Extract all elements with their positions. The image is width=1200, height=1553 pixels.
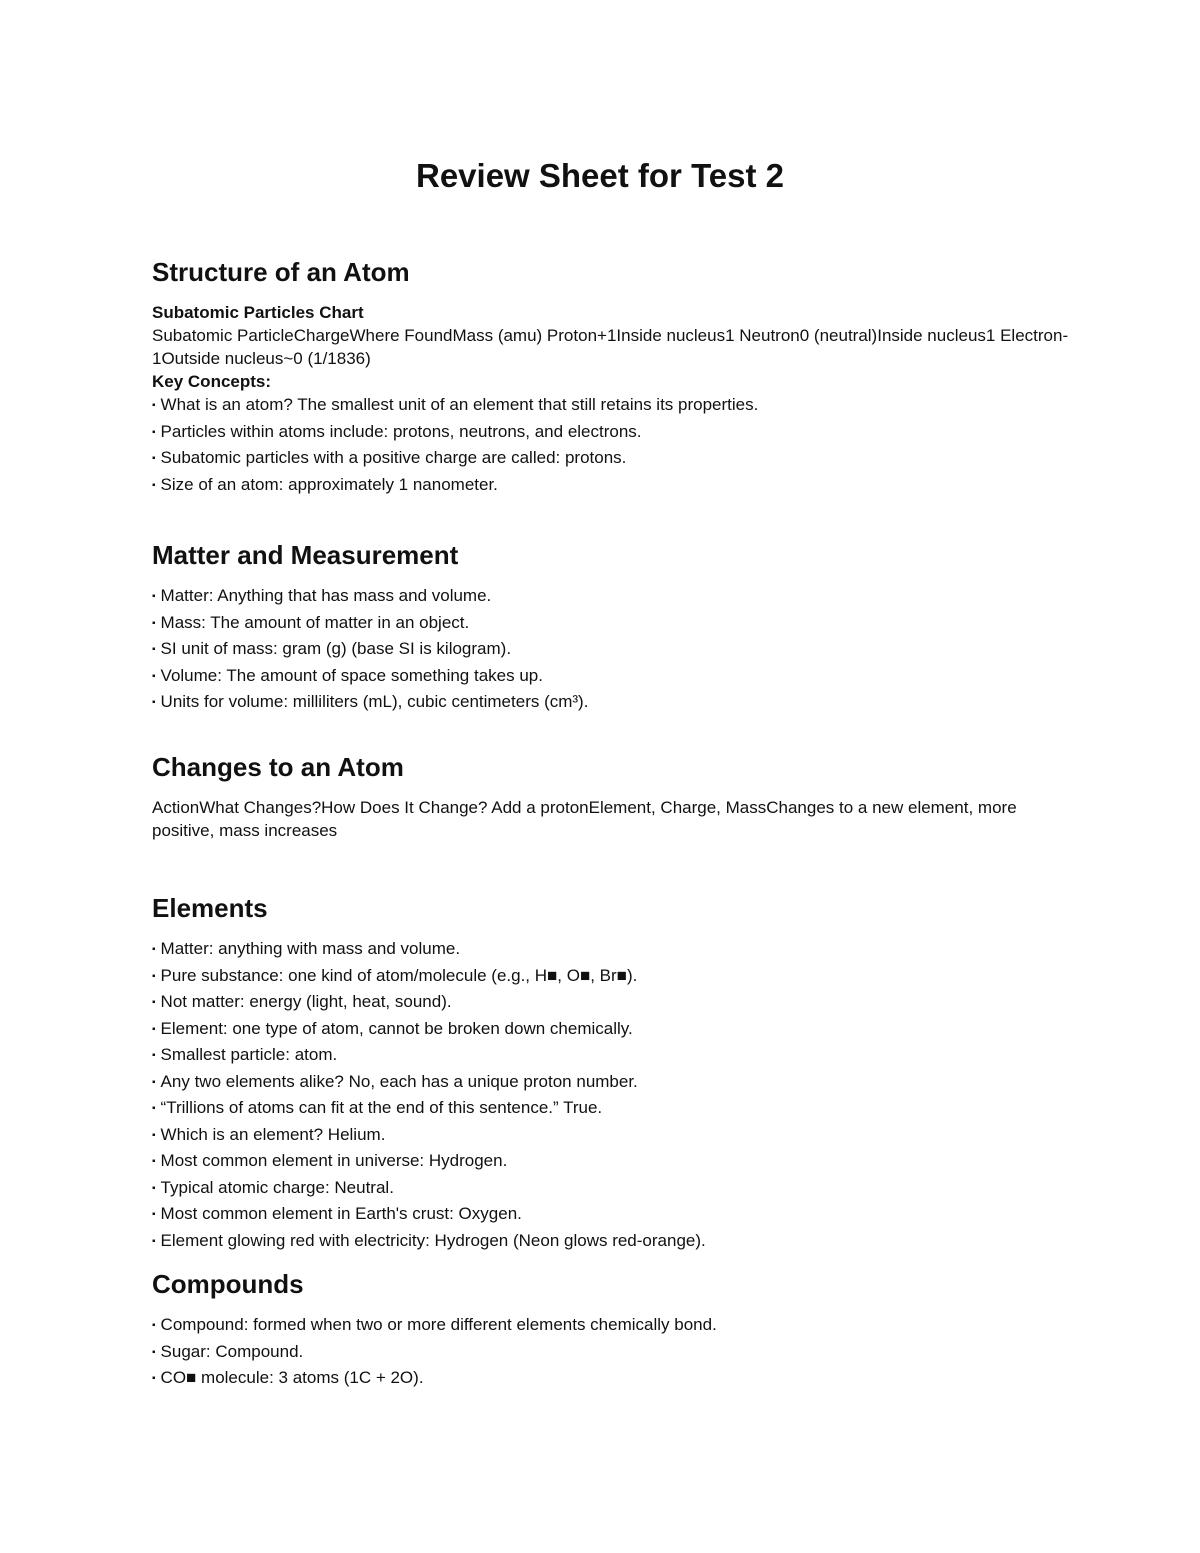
section-compounds xyxy=(152,1268,1072,1393)
matter-list xyxy=(152,584,1072,717)
section-elements xyxy=(152,892,1072,1255)
list-item: ▪ Size of an atom: approximately 1 nanometer. xyxy=(152,473,1072,500)
list-item: ▪ What is an atom? The smallest unit of an element that still retains its properties. xyxy=(152,393,1072,420)
list-item: ▪ Element glowing red with electricity: Hydrogen (Neon glows red-orange). xyxy=(152,1229,1072,1256)
list-item: ▪ Mass: The amount of matter in an object. xyxy=(152,611,1072,638)
section-heading: Changes to an Atom xyxy=(152,752,404,782)
compounds-list xyxy=(152,1313,1072,1393)
list-item: ▪ Any two elements alike? No, each has a unique proton number. xyxy=(152,1070,1072,1097)
section-heading: Structure of an Atom xyxy=(152,257,410,287)
changes-table-text: ActionWhat Changes?How Does It Change? Add a protonElement, Charge, MassChanges to a new element, more positive, mass increases xyxy=(152,798,1017,840)
list-item: ▪ Matter: Anything that has mass and volume. xyxy=(152,584,1072,611)
list-item: ▪ Compound: formed when two or more different elements chemically bond. xyxy=(152,1313,1072,1340)
chart-text: Subatomic ParticleChargeWhere FoundMass (amu) Proton+1Inside nucleus1 Neutron0 (neutral)Inside nucleus1 Electron-1Outside nucleus~0 (1/1836) xyxy=(152,326,1069,368)
list-item: ▪ SI unit of mass: gram (g) (base SI is kilogram). xyxy=(152,637,1072,664)
elements-list xyxy=(152,937,1072,1255)
list-item: ▪ CO■ molecule: 3 atoms (1C + 2O). xyxy=(152,1366,1072,1393)
section-matter-and-measurement xyxy=(152,539,1072,717)
list-item: ▪ Not matter: energy (light, heat, sound). xyxy=(152,990,1072,1017)
key-concepts-heading: Key Concepts: xyxy=(152,372,272,391)
document-title: Review Sheet for Test 2 xyxy=(415,157,784,194)
list-item: ▪ Element: one type of atom, cannot be broken down chemically. xyxy=(152,1017,1072,1044)
section-structure-of-atom xyxy=(152,256,1072,499)
list-item: ▪ Subatomic particles with a positive charge are called: protons. xyxy=(152,446,1072,473)
list-item: ▪ Typical atomic charge: Neutral. xyxy=(152,1176,1072,1203)
section-heading: Matter and Measurement xyxy=(152,540,459,570)
list-item: ▪ Particles within atoms include: protons, neutrons, and electrons. xyxy=(152,420,1072,447)
list-item: ▪ Which is an element? Helium. xyxy=(152,1123,1072,1150)
section-heading: Compounds xyxy=(152,1269,304,1299)
key-concepts-list xyxy=(152,393,1072,499)
section-changes-to-atom xyxy=(152,751,1072,842)
list-item: ▪ Smallest particle: atom. xyxy=(152,1043,1072,1070)
list-item: ▪ Most common element in universe: Hydrogen. xyxy=(152,1149,1072,1176)
list-item: ▪ Most common element in Earth's crust: Oxygen. xyxy=(152,1202,1072,1229)
list-item: ▪ Units for volume: milliliters (mL), cubic centimeters (cm³). xyxy=(152,690,1072,717)
list-item: ▪ Matter: anything with mass and volume. xyxy=(152,937,1072,964)
list-item: ▪ “Trillions of atoms can fit at the end of this sentence.” True. xyxy=(152,1096,1072,1123)
list-item: ▪ Volume: The amount of space something takes up. xyxy=(152,664,1072,691)
chart-heading: Subatomic Particles Chart xyxy=(152,303,364,322)
list-item: ▪ Sugar: Compound. xyxy=(152,1340,1072,1367)
section-heading: Elements xyxy=(152,893,268,923)
list-item: ▪ Pure substance: one kind of atom/molecule (e.g., H■, O■, Br■). xyxy=(152,964,1072,991)
